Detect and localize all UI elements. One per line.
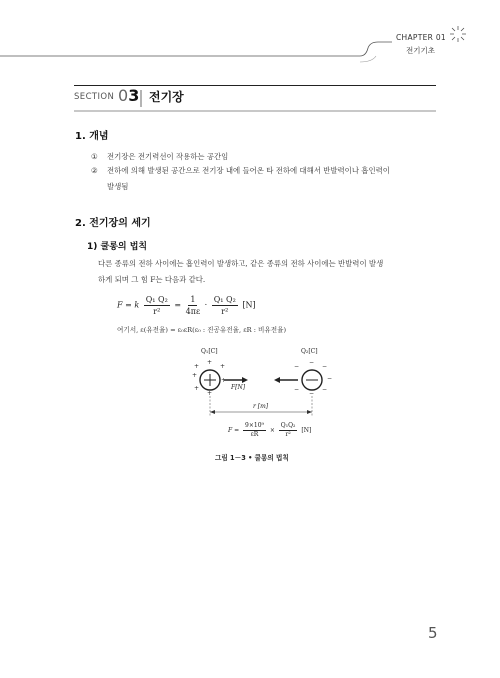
formula-unit: [N] [242, 300, 256, 310]
figure-caption: 그림 1－3 • 쿨롱의 법칙 [215, 454, 289, 462]
item-marker: ② [91, 166, 98, 175]
section-title: 전기장 [149, 90, 184, 104]
distance-label: r [m] [253, 403, 269, 410]
list-item [91, 163, 390, 179]
dot-operator: · [204, 300, 208, 310]
item-marker: ① [91, 152, 98, 161]
section-number-digit: 3 [128, 86, 140, 105]
minus-sign: − [327, 375, 333, 382]
force-label: F[N] [231, 384, 246, 391]
heading-field-strength: 2. 전기장의 세기 [75, 218, 151, 229]
q2-label: Q₂[C] [301, 348, 318, 355]
heading-concept: 1. 개념 [75, 131, 109, 142]
plus-sign: + [207, 359, 213, 366]
coulomb-formula [117, 294, 256, 317]
paragraph-line: 하게 되며 그 힘 F는 다음과 같다. [98, 275, 206, 284]
page-number: 5 [428, 624, 438, 642]
plus-sign: + [221, 377, 227, 384]
plus-sign: + [194, 363, 200, 370]
frac-numerator: 1 [190, 295, 196, 304]
equals-sign: = [174, 300, 182, 310]
plus-sign: + [192, 372, 198, 379]
frac-numerator: 9×10⁹ [245, 422, 264, 429]
diagram-formula [228, 422, 311, 439]
frac-numerator: Q₁Q₂ [280, 422, 296, 429]
minus-sign: − [309, 390, 315, 397]
minus-sign: − [294, 363, 300, 370]
plus-sign: + [207, 390, 213, 397]
minus-sign: − [294, 386, 300, 393]
subheading-coulomb: 1) 쿨롱의 법칙 [87, 242, 148, 252]
section-label: SECTION [74, 92, 115, 102]
minus-sign: − [322, 386, 328, 393]
frac-numerator: Q₁ Q₂ [145, 295, 168, 304]
formula-fraction [144, 294, 170, 317]
sun-icon [448, 24, 468, 44]
minus-sign: − [322, 363, 328, 370]
frac-denominator: εR [250, 431, 259, 438]
list-item-continuation: 발생됨 [107, 182, 129, 191]
frac-denominator: r² [221, 307, 229, 316]
frac-denominator: r² [285, 431, 291, 438]
chapter-subtitle: 전기기초 [406, 46, 435, 55]
plus-sign: + [220, 363, 226, 370]
formula-lhs: F = [228, 427, 240, 434]
minus-sign: − [309, 359, 315, 366]
frac-denominator: 4πε [185, 307, 201, 316]
formula-unit: [N] [301, 427, 312, 434]
frac-numerator: Q₁ Q₂ [213, 295, 236, 304]
formula-note: 여기서, ε(유전율) = ε₀εR(ε₀ : 진공유전율, εR : 비유전율) [117, 326, 287, 334]
item-text: 전기장은 전기력선이 작용하는 공간임 [107, 152, 229, 161]
formula-fraction [279, 422, 298, 439]
item-text: 전하에 의해 발생된 공간으로 전기장 내에 들어온 타 전하에 대해서 반발력이나 흡인력이 [107, 166, 390, 175]
formula-fraction [212, 294, 238, 317]
times-sign: × [269, 427, 275, 434]
section-header [74, 85, 436, 112]
formula-fraction [243, 422, 266, 439]
section-number-zero: 0 [118, 86, 129, 105]
section-number [118, 86, 139, 105]
formula-lhs: F = k [117, 300, 140, 310]
q1-label: Q₁[C] [201, 348, 218, 355]
formula-fraction [186, 294, 201, 317]
paragraph-line: 다른 종류의 전하 사이에는 흡인력이 발생하고, 같은 종류의 전하 사이에는 반발력이 발생 [98, 259, 384, 268]
frac-denominator: r² [153, 307, 161, 316]
chapter-label: CHAPTER 01 [396, 33, 446, 42]
plus-sign: + [194, 385, 200, 392]
